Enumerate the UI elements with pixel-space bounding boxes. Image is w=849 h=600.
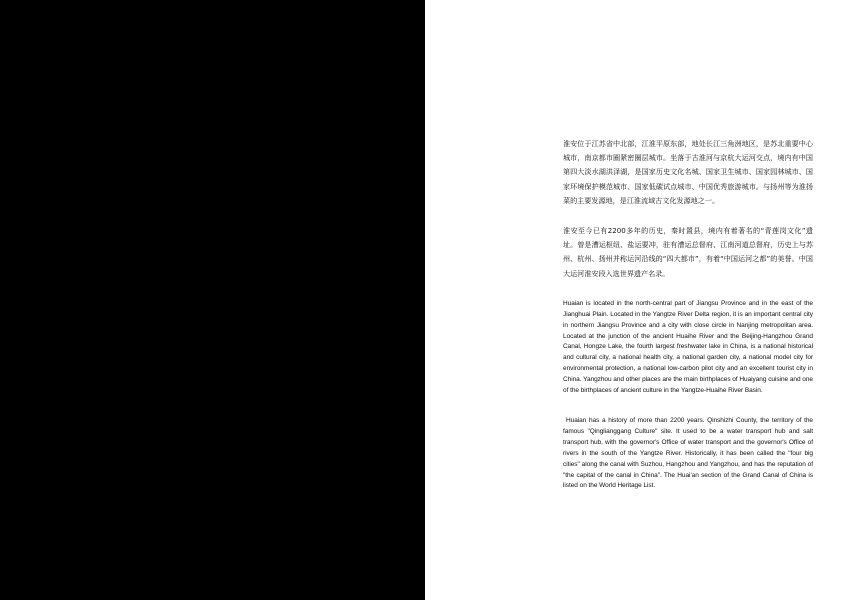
- paragraph-en-1: Huaian is located in the north-central part of Jiangsu Province and in the east of the Jianghuai Plain. Located in the Yangtze River Delta region, it is an important central city in northern Jiangsu Province and a city with close circle in Nanjing metropolitan area. Located at the junction of the ancient Huaihe River and the Beijing-Hangzhou Grand Canal, Hongze Lake, the fourth largest freshwater lake in China, is a national historical and cultural city, a national health city, a national garden city, a national model city for environmental protection, a national low-carbon pilot city and an excellent tourist city in China. Yangzhou and other places are the main birthplaces of Huaiyang cuisine and one of the birthplaces of ancient culture in the Yangtze-Huaihe River Basin.: [563, 299, 813, 395]
- paragraph-cn-1: 淮安位于江苏省中北部，江淮平原东部，地处长江三角洲地区，是苏北重要中心城市，南京都市圈紧密圈层城市。坐落于古淮河与京杭大运河交点，境内有中国第四大淡水湖洪泽湖，是国家历史文化名城、国家卫生城市、国家园林城市、国家环境保护模范城市、国家低碳试点城市、中国优秀旅游城市。与扬州等为淮扬菜的主要发源地，是江淮流域古文化发源地之一。: [563, 139, 813, 205]
- paragraph-cn-2: 淮安至今已有2200多年的历史，秦时置县，境内有着著名的“青莲岗文化”遗址。曾是漕运枢纽、盐运要冲，驻有漕运总督府、江南河道总督府，历史上与苏州、杭州、扬州并称运河沿线的“四大都市”，有着“中国运河之都”的美誉。中国大运河淮安段入选世界遗产名录。: [563, 226, 813, 278]
- right-page: [425, 0, 849, 600]
- text-column: [563, 137, 813, 492]
- paragraph-en-2: Huaian has a history of more than 2200 years. Qinshizhi County, the territory of the famous "Qinglianggang Culture" site. It used to be a water transport hub and salt transport hub, with the governor's Office of water transport and the governor's Office of rivers in the south of the Yangtze River. Historically, it has been called the "four big cities" along the canal with Suzhou, Hangzhou and Yangzhou, and has the reputation of "the capital of the canal in China". The Huai'an section of the Grand Canal of China is listed on the World Heritage List.: [563, 416, 813, 490]
